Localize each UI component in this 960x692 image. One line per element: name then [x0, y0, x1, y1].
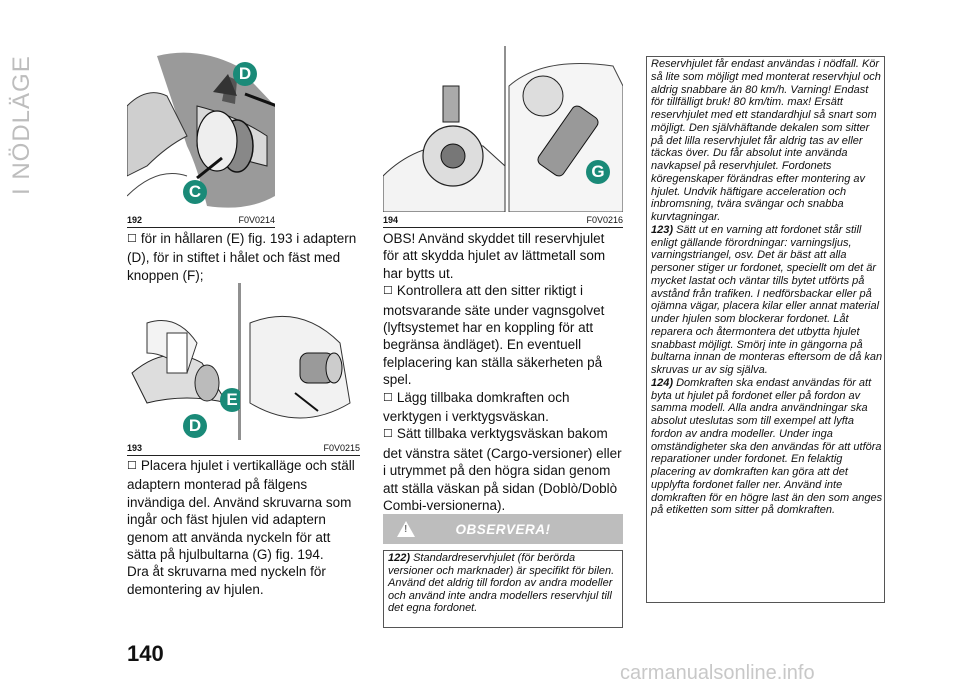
figure-194-caption	[383, 215, 623, 225]
figure-code: F0V0216	[586, 215, 623, 225]
footer-watermark: carmanualsonline.info	[620, 662, 815, 684]
note-number: 122)	[388, 552, 411, 564]
figure-193-right-panel	[240, 283, 360, 440]
figure-code: F0V0215	[323, 443, 360, 453]
section-title: I NÖDLÄGE	[8, 55, 35, 195]
fig194-label-g: G	[586, 160, 610, 184]
warning-text	[651, 58, 883, 517]
fig193-label-d: D	[183, 414, 207, 438]
fig193-label-e: E	[220, 388, 244, 412]
note-title: OBSERVERA!	[455, 521, 551, 537]
figure-number: 194	[383, 215, 399, 225]
figure-number: 192	[127, 215, 143, 225]
instruction-text: Dra åt skruvarna med nyckeln för demontering av hjulen.	[127, 564, 326, 597]
note-header	[383, 514, 623, 544]
col2-text	[383, 230, 623, 515]
fig192-label-c: C	[183, 180, 207, 204]
col1-text-2	[127, 457, 357, 598]
figure-193-caption	[127, 443, 360, 453]
fig192-label-d: D	[233, 62, 257, 86]
instruction-bullet: ☐ Kontrollera att den sitter riktigt i motsvarande säte under vagnsgolvet (lyftsystemet har en koppling för att begränsa ändläget). En eventuell felplacering kan ställa säkerheten på spel.	[383, 282, 623, 388]
notice-text: OBS! Använd skyddet till reservhjulet för att skydda hjulet av lättmetall som har bytts ut.	[383, 231, 606, 281]
note-body: Standardreservhjulet (för berörda versioner och marknader) är specifikt för bilen. Använd det aldrig till fordon av andra modeller och använd inte andra modellers reservhjul till det egna fordonet.	[388, 552, 615, 615]
caption-rule	[127, 455, 360, 456]
figure-code: F0V0214	[238, 215, 275, 225]
instruction-bullet: ☐ för in hållaren (E) fig. 193 i adaptern (D), för in stiftet i hålet och fäst med knoppen (F);	[127, 230, 357, 284]
warning-body: Sätt ut en varning att fordonet står still enligt gällande förordningar: varningsljus, varningstriangel, osv. Det är bäst att alla personer stiger ur fordonet, speciellt om det är mycket lastat och väntar tills bytet utförts på avstånd från trafiken. I nedförsbackar eller på ojämna vägar, placera kilar eller annat material under hjulen som blockerar fordonet. Låt reparera och återmontera det utbytta hjulet snabbast möjligt. Smörj inte in gängorna på bultarna innan de monteras eftersom de då kan skruvas ur av sig själva.	[651, 223, 883, 376]
col1-text-1	[127, 230, 357, 284]
figure-number: 193	[127, 443, 143, 453]
figure-192-caption	[127, 215, 275, 225]
warning-number: 123)	[651, 223, 674, 236]
warning-icon	[397, 521, 415, 537]
instruction-bullet: ☐ Placera hjulet i vertikalläge och ställ adaptern monterad på fälgens invändiga del. Använd skruvarna som ingår och fäst hjulen vid adaptern genom att använda nyckeln för att sätta på hjulbultarna (G) fig. 194.	[127, 457, 357, 563]
warning-body: Domkraften ska endast användas för att byta ut hjulet på fordonet eller på fordon av samma modell. Alla andra användningar ska absolut uteslutas som till exempel att lyfta fordon av andra modeller. Under inga omständigheter ska den användas för att utföra reparationer under fordonet. En felaktig placering av domkraften kan göra att det upplyfta fordonet faller ner. Använd inte domkraften för en högre last än den som anges på etiketten som sitter på domkraften.	[651, 376, 883, 517]
warning-intro: Reservhjulet får endast användas i nödfall. Kör så lite som möjligt med monterat reservhjul och aldrig snabbare än 80 km/h. Varning! Endast för tillfälligt bruk! 80 km/tim. max! Ersätt reservhjulet med ett standardhjul så snart som möjligt. Den självhäftande dekalen som sitter på det lilla reservhjulet får aldrig tas av eller täckas över. Du får absolut inte använda navkapsel på reservhjulet. Fordonets köregenskaper förändras efter montering av hjulet. Undvik häftigare acceleration och inbromsning, tvära svängar och snabba kurvtagningar.	[651, 58, 881, 223]
warning-number: 124)	[651, 376, 674, 389]
instruction-bullet: ☐ Lägg tillbaka domkraften och verktygen i verktygsväskan.	[383, 389, 623, 426]
caption-rule	[127, 227, 275, 228]
note-text	[388, 552, 620, 615]
figure-194	[383, 46, 623, 212]
caption-rule	[383, 227, 623, 228]
instruction-bullet: ☐ Sätt tillbaka verktygsväskan bakom det vänstra sätet (Cargo-versioner) eller i utrymmet på den högra sidan genom att ställa väskan på sidan (Doblò/Doblò Combi-versionerna).	[383, 425, 623, 514]
page-number: 140	[127, 641, 164, 666]
